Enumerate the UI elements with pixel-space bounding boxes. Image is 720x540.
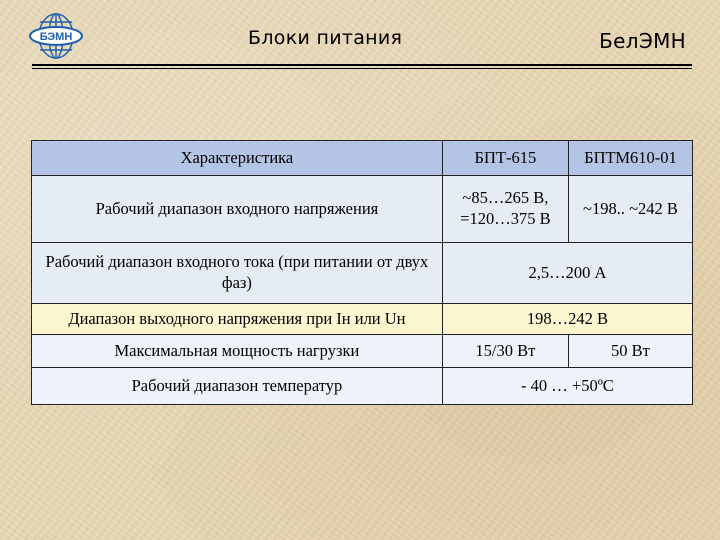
page-title: Блоки питания <box>248 27 403 49</box>
cell-merged: - 40 … +50ºС <box>442 368 692 405</box>
column-header-characteristic: Характеристика <box>32 141 443 176</box>
row-label: Рабочий диапазон температур <box>32 368 443 405</box>
table-row <box>32 243 693 304</box>
table-row <box>32 368 693 405</box>
bemn-logo <box>28 10 84 62</box>
column-header-bptm610: БПТМ610-01 <box>568 141 692 176</box>
cell-merged: 198…242 В <box>442 304 692 335</box>
header-rule-thin <box>32 68 692 69</box>
row-label: Диапазон выходного напряжения при Iн или Uн <box>32 304 443 335</box>
table-header-row <box>32 141 693 176</box>
table-row <box>32 304 693 335</box>
column-header-bpt615: БПТ-615 <box>442 141 568 176</box>
cell-bptm610: 50 Вт <box>568 335 692 368</box>
row-label: Максимальная мощность нагрузки <box>32 335 443 368</box>
logo-text: БЭМН <box>39 31 73 43</box>
cell-bpt615: ~85…265 В, =120…375 В <box>442 176 568 243</box>
row-label: Рабочий диапазон входного тока (при питании от двух фаз) <box>32 243 443 304</box>
cell-bpt615: 15/30 Вт <box>442 335 568 368</box>
table-row <box>32 335 693 368</box>
row-label: Рабочий диапазон входного напряжения <box>32 176 443 243</box>
spec-table <box>31 140 693 405</box>
table-row <box>32 176 693 243</box>
brand-name: БелЭМН <box>599 29 686 53</box>
cell-merged: 2,5…200 А <box>442 243 692 304</box>
header-rule <box>32 64 692 66</box>
cell-bptm610: ~198.. ~242 В <box>568 176 692 243</box>
